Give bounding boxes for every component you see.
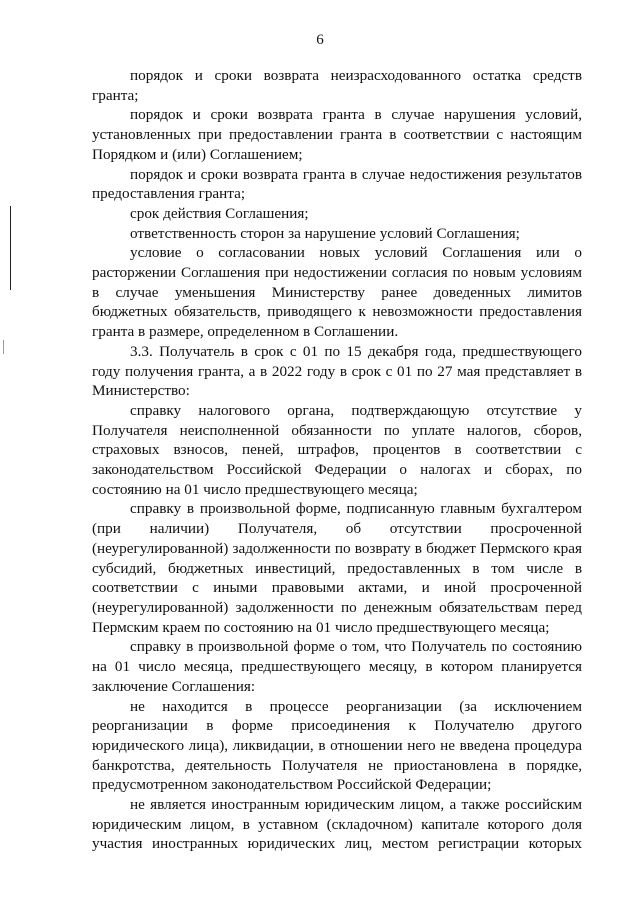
- paragraph: порядок и сроки возврата гранта в случае недостижения результатов предоставления гранта;: [92, 165, 582, 203]
- paragraph: условие о согласовании новых условий Соглашения или о расторжении Соглашения при недостижении согласия по новым условиям в случае уменьшения Министерству ранее доведенных лимитов бюджетных обязательств, приводящего к невозможности предоставления гранта в размере, определенном в Соглашении.: [92, 244, 582, 341]
- paragraph: ответственность сторон за нарушение условий Соглашения;: [130, 224, 520, 242]
- paragraph: не является иностранным юридическим лицом, а также российским юридическим лицом, в уставном (складочном) капитале которого доля участия иностранных юридических лиц, местом регистрации которых: [92, 796, 582, 853]
- paragraph: не находится в процессе реорганизации (за исключением реорганизации в форме присоединения к Получателю другого юридического лица), ликвидации, в отношении него не введена процедура банкротства, деятельность Получателя не приостановлена в порядке, предусмотренном законодательством Российской Федерации;: [92, 697, 582, 794]
- margin-line: [10, 206, 11, 290]
- paragraph: порядок и сроки возврата неизрасходованного остатка средств гранта;: [92, 67, 582, 104]
- paragraph: срок действия Соглашения;: [130, 204, 309, 222]
- paragraph: справку налогового органа, подтверждающую отсутствие у Получателя неисполненной обязанности по уплате налогов, сборов, страховых взносов, пеней, штрафов, процентов в соответствии с законодательством Российской Федерации о налогах и сборах, по состоянию на 01 число предшествующего месяца;: [92, 401, 582, 498]
- paragraph: порядок и сроки возврата гранта в случае нарушения условий, установленных при предоставлении гранта в соответствии с настоящим Порядком и (или) Соглашением;: [92, 106, 582, 163]
- paragraph: справку в произвольной форме о том, что Получатель по состоянию на 01 число месяца, предшествующего месяцу, в котором планируется заключение Соглашения:: [92, 638, 582, 695]
- paragraph: 3.3. Получатель в срок с 01 по 15 декабря года, предшествующего году получения гранта, а в 2022 году в срок с 01 по 27 мая представляет в Министерство:: [92, 342, 582, 400]
- document-body: [92, 66, 582, 854]
- page-number: 6: [316, 32, 324, 48]
- paragraph: справку в произвольной форме, подписанную главным бухгалтером (при наличии) Получателя, об отсутствии просроченной (неурегулированной) задолженности по возврату в бюджет Пермского края субсидий, бюджетных инвестиций, предоставленных в том числе в соответствии с иными правовыми актами, и иной просроченной (неурегулированной) задолженности по денежным обязательствам перед Пермским краем по состоянию на 01 число предшествующего месяца;: [92, 500, 582, 636]
- margin-line: [3, 340, 4, 354]
